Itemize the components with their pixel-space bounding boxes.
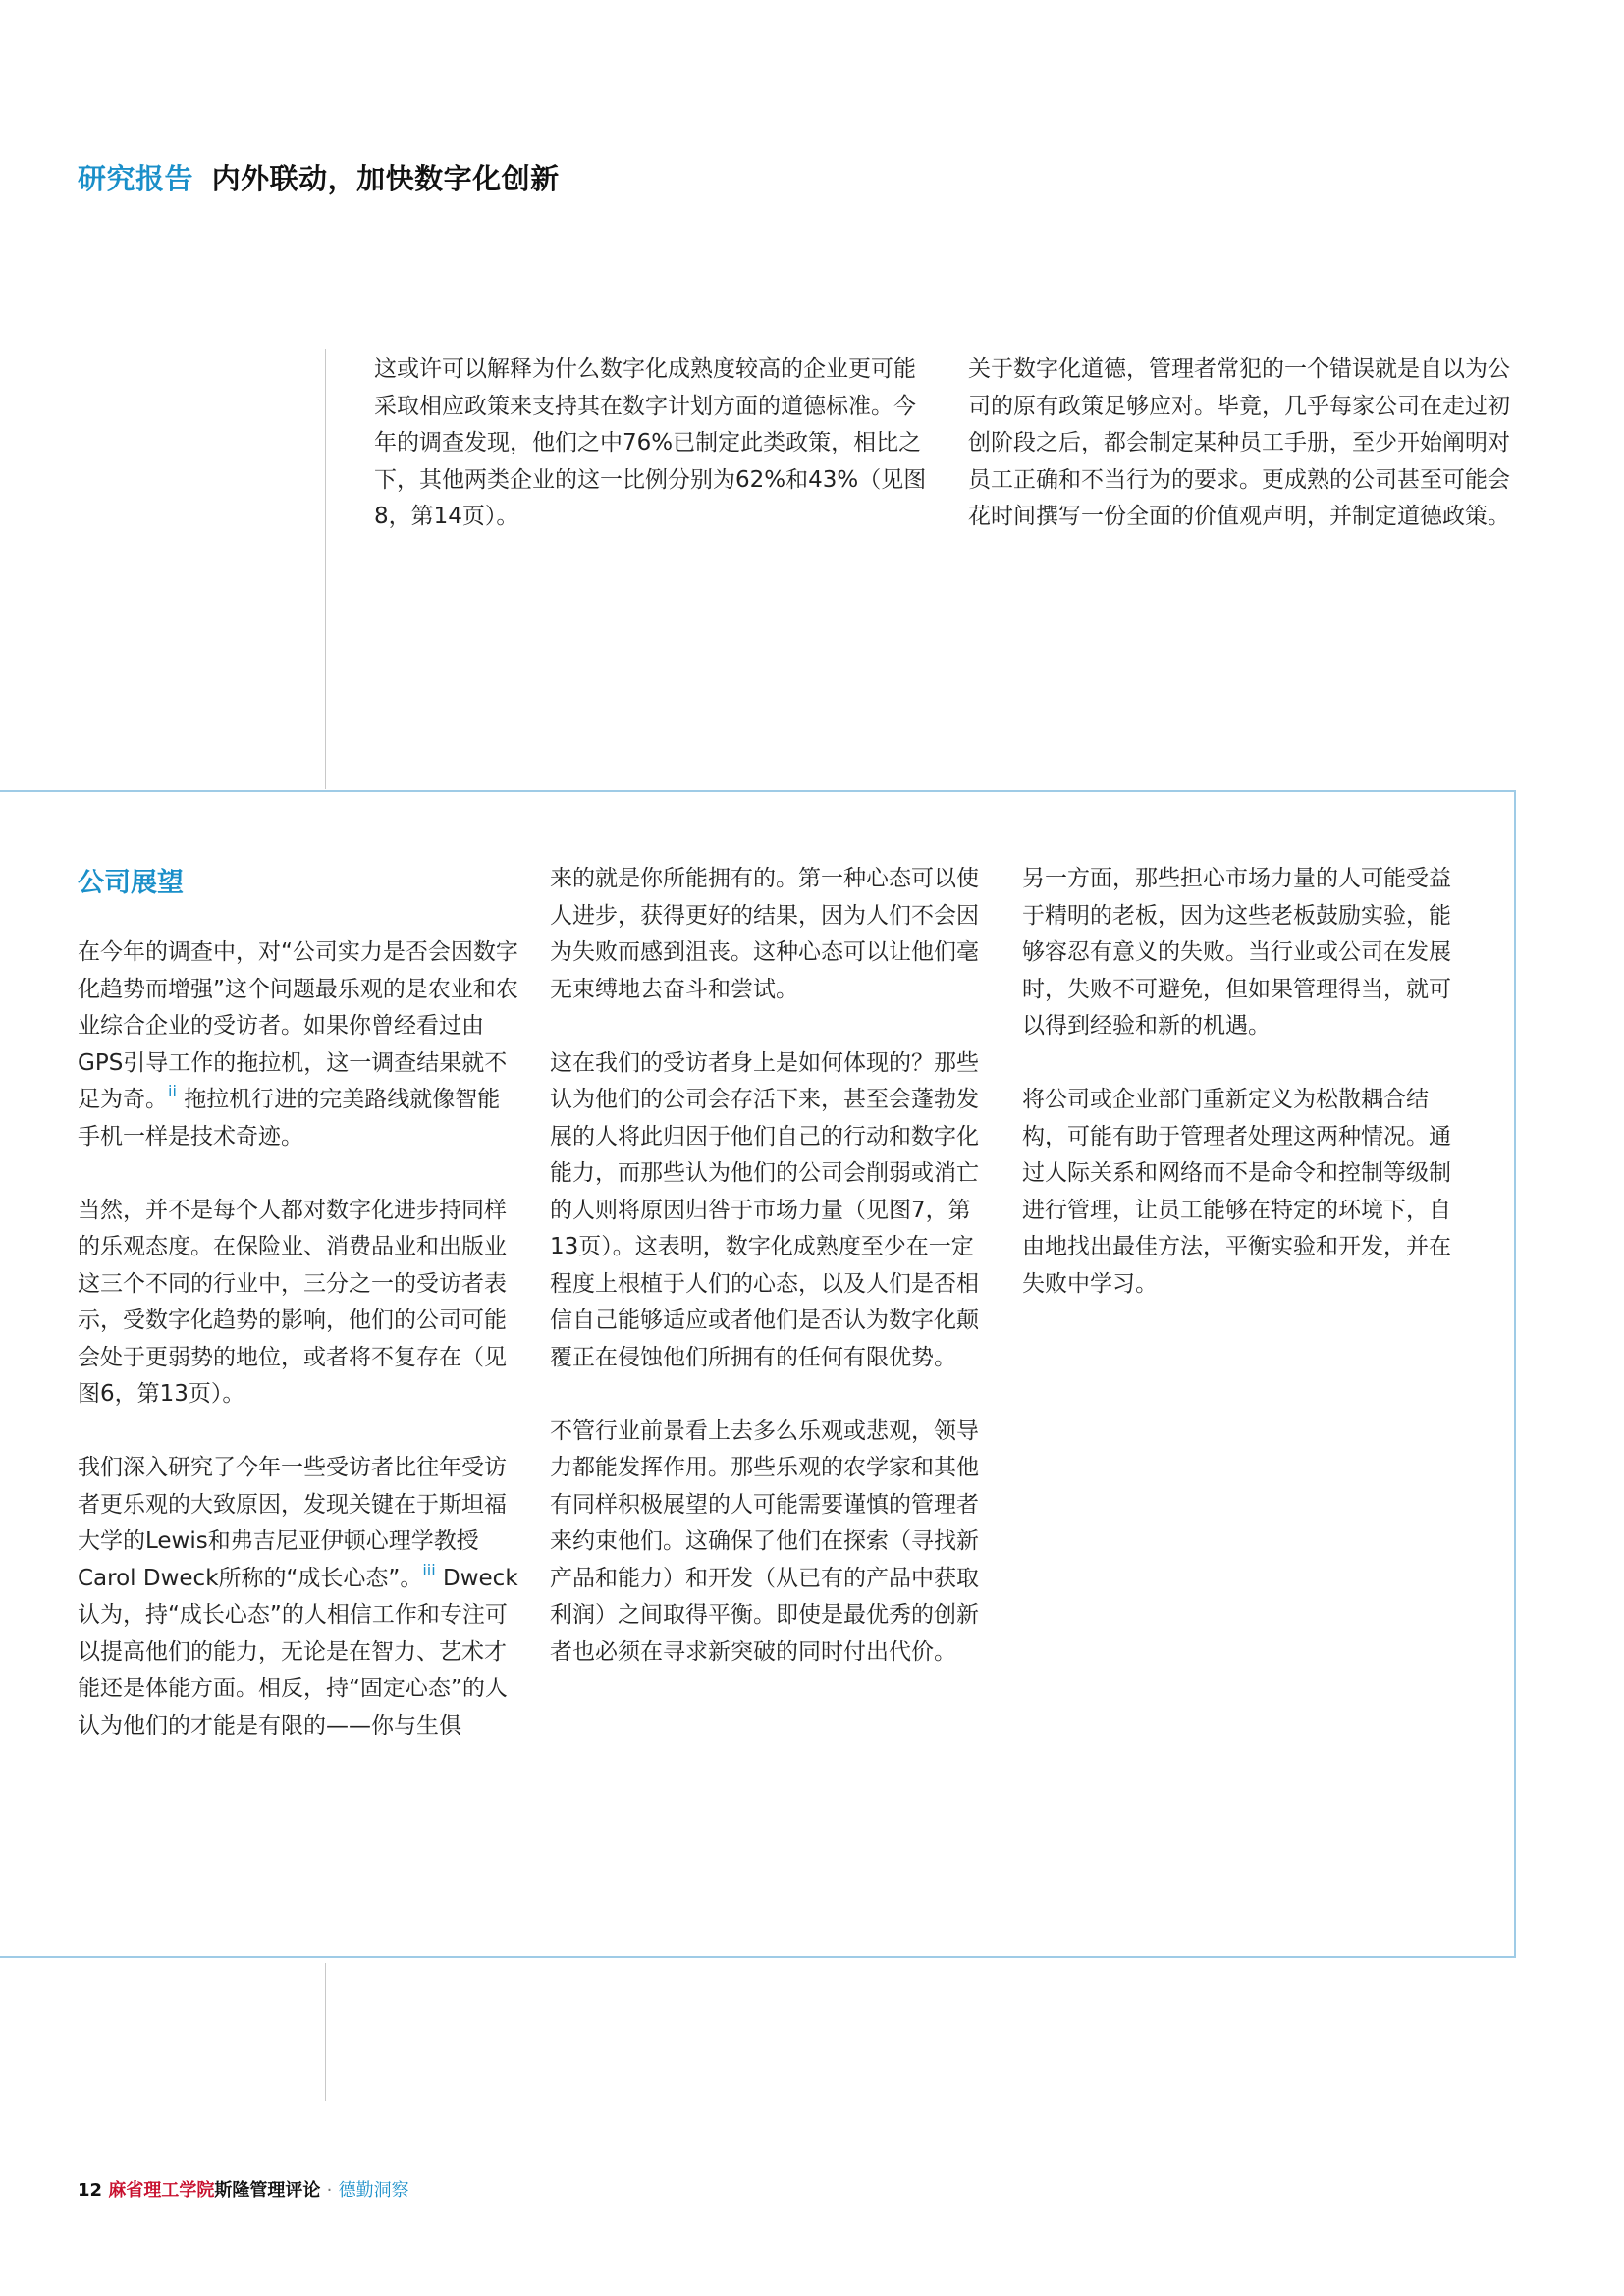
paragraph: 另一方面，那些担心市场力量的人可能受益于精明的老板，因为这些老板鼓励实验，能够容忍有意义的失败。当行业或公司在发展时，失败不可避免，但如果管理得当，就可以得到经验和新的机遇。 [1022,866,1451,1039]
paragraph: 关于数字化道德，管理者常犯的一个错误就是自以为公司的原有政策足够应对。毕竟，几乎每家公司在走过初创阶段之后，都会制定某种员工手册，至少开始阐明对员工正确和不当行为的要求。更成熟的公司甚至可能会花时间撰写一份全面的价值观声明，并制定道德政策。 [968,356,1510,529]
endnote-marker: iii [422,1560,436,1579]
publisher-deloitte: 德勤洞察 [338,2180,409,2201]
paragraph: 这在我们的受访者身上是如何体现的？那些认为他们的公司会存活下来，甚至会蓬勃发展的人将此归因于他们自己的行动和数字化能力，而那些认为他们的公司会削弱或消亡的人则将原因归咎于市场力量（见图7，第13页）。这表明，数字化成熟度至少在一定程度上根植于人们的心态，以及人们是否相信自己能够适应或者他们是否认为数字化颠覆正在侵蚀他们所拥有的任何有限优势。 [550,1049,979,1370]
paragraph: 当然，并不是每个人都对数字化进步持同样的乐观态度。在保险业、消费品业和出版业这三个不同的行业中，三分之一的受访者表示，受数字化趋势的影响，他们的公司可能会处于更弱势的地位，或者将不复存在（见图6，第13页）。 [78,1197,507,1407]
column-divider-bottom [325,1963,326,2101]
outlook-column-2 [550,861,992,1708]
top-column-right [968,351,1523,536]
top-column-left [374,351,929,536]
page-number: 12 [78,2180,103,2201]
text: Dweck认为，持“成长心态”的人相信工作和专注可以提高他们的能力，无论是在智力、艺术才能还是体能方面。相反，持“固定心态”的人认为他们的才能是有限的——你与生俱 [78,1565,518,1738]
publisher-mit: 麻省理工学院 [108,2180,215,2201]
outlook-column-3 [1022,861,1464,1340]
outlook-box-title: 公司展望 [78,868,184,898]
publisher-smr: 斯隆管理评论 [214,2180,321,2201]
section-label: 研究报告 [78,162,194,195]
paragraph [78,1450,519,1744]
page-header [78,157,560,197]
paragraph: 不管行业前景看上去多么乐观或悲观，领导力都能发挥作用。那些乐观的农学家和其他有同样积极展望的人可能需要谨慎的管理者来约束他们。这确保了他们在探索（寻找新产品和能力）和开发（从已有的产品中获取利润）之间取得平衡。即使是最优秀的创新者也必须在寻求新突破的同时付出代价。 [550,1417,979,1665]
paragraph: 将公司或企业部门重新定义为松散耦合结构，可能有助于管理者处理这两种情况。通过人际关系和网络而不是命令和控制等级制进行管理，让员工能够在特定的环境下，自由地找出最佳方法，平衡实验和开发，并在失败中学习。 [1022,1087,1451,1297]
text: 拖拉机行进的完美路线就像智能手机一样是技术奇迹。 [78,1087,501,1149]
paragraph: 这或许可以解释为什么数字化成熟度较高的企业更可能采取相应政策来支持其在数字计划方面的道德标准。今年的调查发现，他们之中76%已制定此类政策，相比之下，其他两类企业的这一比例分别为62%和43%（见图8，第14页）。 [374,356,927,529]
paragraph: 来的就是你所能拥有的。第一种心态可以使人进步，获得更好的结果，因为人们不会因为失败而感到沮丧。这种心态可以让他们毫无束缚地去奋斗和尝试。 [550,866,979,1002]
text: 在今年的调查中，对“公司实力是否会因数字化趋势而增强”这个问题最乐观的是农业和农业综合企业的受访者。如果你曾经看过由GPS引导工作的拖拉机，这一调查结果就不足为奇。 [78,939,518,1112]
page-footer [78,2176,409,2202]
column-divider-top [325,349,326,789]
outlook-column-1 [78,934,519,1782]
footer-separator: · [326,2180,333,2201]
page-title: 内外联动，加快数字化创新 [211,162,560,195]
paragraph [78,934,519,1155]
text: 我们深入研究了今年一些受访者比往年受访者更乐观的大致原因，发现关键在于斯坦福大学的Lewis和弗吉尼亚伊顿心理学教授Carol Dweck所称的“成长心态”。 [78,1455,507,1591]
endnote-marker: ii [168,1082,177,1100]
